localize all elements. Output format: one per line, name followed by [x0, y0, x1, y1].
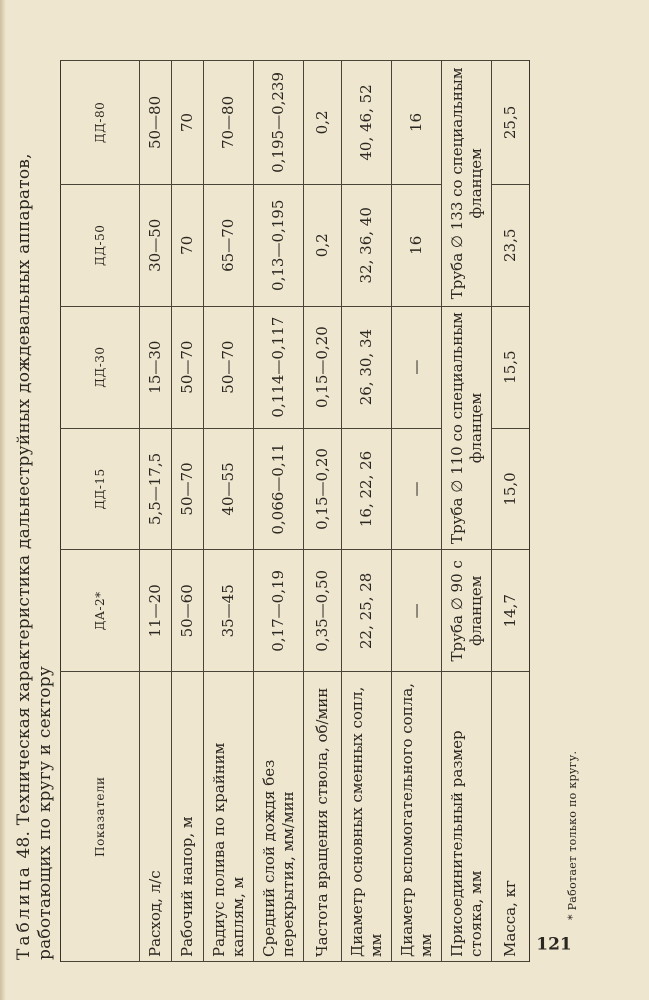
row-label: Рабочий напор, м — [172, 672, 204, 962]
footnote: * Работает только по кругу. — [566, 750, 579, 920]
cell: 40, 46, 52 — [342, 61, 392, 185]
cell: 65—70 — [204, 184, 254, 306]
cell: 23,5 — [492, 184, 530, 306]
cell: 40—55 — [204, 428, 254, 550]
cell: 16 — [392, 184, 442, 306]
header-col-dd30: ДД-30 — [61, 306, 140, 428]
table-row — [492, 61, 530, 962]
row-label: Средний слой дождя без перекрытия, мм/мин — [254, 672, 304, 962]
cell: 5,5—17,5 — [140, 428, 172, 550]
table-row — [304, 61, 342, 962]
cell: 50—70 — [172, 428, 204, 550]
row-label: Диаметр основных сменных сопл, мм — [342, 672, 392, 962]
header-row — [61, 61, 140, 962]
cell: 0,195—0,239 — [254, 61, 304, 185]
cell: 0,15—0,20 — [304, 428, 342, 550]
cell: 0,066—0,11 — [254, 428, 304, 550]
cell: 0,15—0,20 — [304, 306, 342, 428]
row-label: Диаметр вспомогательного сопла, мм — [392, 672, 442, 962]
row-label: Радиус полива по крайним каплям, м — [204, 672, 254, 962]
cell: 70 — [172, 184, 204, 306]
table-row — [204, 61, 254, 962]
cell-pipe-dd50-dd80: Труба ∅ 133 со специальным фланцем — [442, 61, 492, 307]
table-row — [392, 61, 442, 962]
cell: 50—80 — [140, 61, 172, 185]
cell: 70—80 — [204, 61, 254, 185]
cell: 15,5 — [492, 306, 530, 428]
cell: 16, 22, 26 — [342, 428, 392, 550]
cell: 22, 25, 28 — [342, 550, 392, 672]
cell: 11—20 — [140, 550, 172, 672]
cell: 16 — [392, 61, 442, 185]
cell: 50—70 — [204, 306, 254, 428]
row-label: Масса, кг — [492, 672, 530, 962]
cell: 50—70 — [172, 306, 204, 428]
cell-pipe-dd15-dd30: Труба ∅ 110 со специальным фланцем — [442, 306, 492, 550]
table-row — [172, 61, 204, 962]
spec-table — [60, 60, 530, 962]
cell: 30—50 — [140, 184, 172, 306]
caption-prefix: Таблица — [14, 864, 34, 960]
cell: 0,35—0,50 — [304, 550, 342, 672]
page-number: 121 — [536, 934, 572, 955]
cell: 26, 30, 34 — [342, 306, 392, 428]
cell: 32, 36, 40 — [342, 184, 392, 306]
table-row — [342, 61, 392, 962]
table-caption — [14, 40, 56, 960]
table-row — [140, 61, 172, 962]
caption-number: 48. — [14, 830, 34, 865]
header-col-dd15: ДД-15 — [61, 428, 140, 550]
cell: 15—30 — [140, 306, 172, 428]
cell: 0,13—0,195 — [254, 184, 304, 306]
row-label: Расход, л/с — [140, 672, 172, 962]
cell: 0,2 — [304, 61, 342, 185]
cell: 15,0 — [492, 428, 530, 550]
cell-pipe-da2: Труба ∅ 90 с фланцем — [442, 550, 492, 672]
cell: 14,7 — [492, 550, 530, 672]
caption-text: Техническая характеристика дальнеструйных дождевальных аппаратов, работающих по кругу и сектору — [14, 153, 55, 960]
row-label: Частота вращения ствола, об/мин — [304, 672, 342, 962]
cell: 50—60 — [172, 550, 204, 672]
header-indicator: Показатели — [61, 672, 140, 962]
cell: 0,17—0,19 — [254, 550, 304, 672]
table-row — [254, 61, 304, 962]
cell: — — [392, 428, 442, 550]
table-row — [442, 61, 492, 962]
row-label: Присоединительный размер стояка, мм — [442, 672, 492, 962]
cell: — — [392, 306, 442, 428]
cell: 70 — [172, 61, 204, 185]
header-col-dd80: ДД-80 — [61, 61, 140, 185]
cell: 0,2 — [304, 184, 342, 306]
cell: — — [392, 550, 442, 672]
header-col-dd50: ДД-50 — [61, 184, 140, 306]
cell: 0,114—0,117 — [254, 306, 304, 428]
cell: 35—45 — [204, 550, 254, 672]
header-col-da2: ДА-2* — [61, 550, 140, 672]
cell: 25,5 — [492, 61, 530, 185]
